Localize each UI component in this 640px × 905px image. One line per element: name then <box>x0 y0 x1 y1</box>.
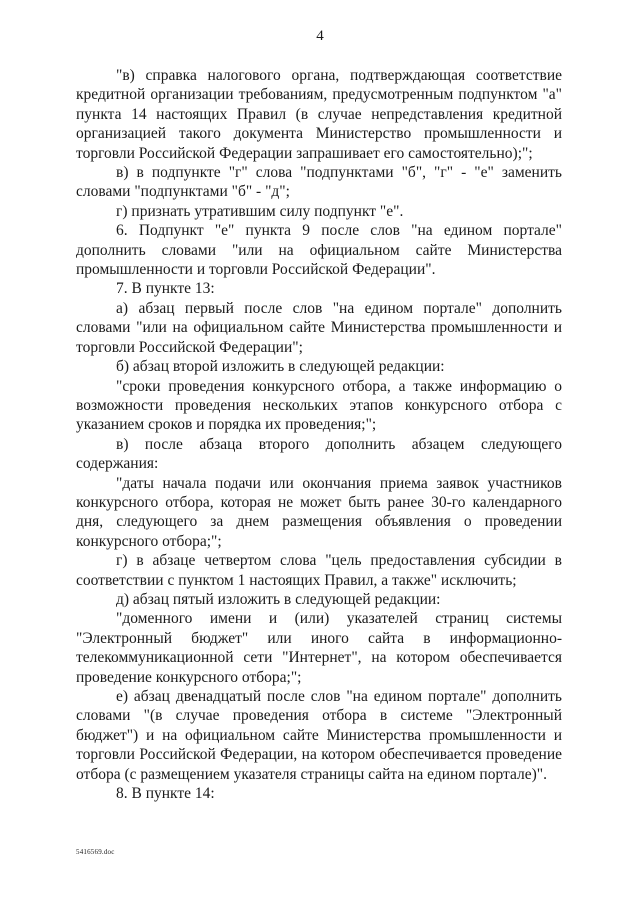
paragraph: 7. В пункте 13: <box>116 280 215 298</box>
paragraph: д) абзац пятый изложить в следующей редакции: <box>116 590 441 608</box>
paragraph: 6. Подпункт "е" пункта 9 после слов "на едином портале" дополнить словами "или на официальном сайте Министерства промышленности и торговли Российской Федерации". <box>76 222 562 279</box>
paragraph: г) признать утратившим силу подпункт "е". <box>116 202 404 220</box>
page-number: 4 <box>316 28 324 44</box>
paragraph: е) абзац двенадцатый после слов "на едином портале" дополнить словами "(в случае проведения отбора в системе "Электронный бюджет") и на официальном сайте Министерства промышленности и торговли Российской Федерации, на котором обеспечивается проведение отбора (с размещением указателя страницы сайта на едином портале)". <box>76 688 562 783</box>
paragraph: в) после абзаца второго дополнить абзацем следующего содержания: <box>76 435 562 473</box>
paragraph: б) абзац второй изложить в следующей редакции: <box>116 358 445 376</box>
document-body <box>76 66 562 803</box>
paragraph: "сроки проведения конкурсного отбора, а также информацию о возможности проведения нескольких этапов конкурсного отбора с указанием сроков и порядка их проведения;"; <box>76 377 562 434</box>
paragraph: "в) справка налогового органа, подтверждающая соответствие кредитной организации требованиям, предусмотренным подпунктом "а" пункта 14 настоящих Правил (в случае непредставления кредитной организацией такого документа Министерство промышленности и торговли Российской Федерации запрашивает его самостоятельно);"; <box>76 67 562 162</box>
paragraph: г) в абзаце четвертом слова "цель предоставления субсидии в соответствии с пунктом 1 настоящих Правил, а также" исключить; <box>76 552 562 589</box>
paragraph: "даты начала подачи или окончания приема заявок участников конкурсного отбора, которая не может быть ранее 30-го календарного дня, следующего за днем размещения объявления о проведении конкурсного отбора;"; <box>76 474 562 550</box>
paragraph: а) абзац первый после слов "на едином портале" дополнить словами "или на официальном сайте Министерства промышленности и торговли Российской Федерации"; <box>76 299 562 356</box>
paragraph: в) в подпункте "г" слова "подпунктами "б", "г" - "е" заменить словами "подпунктами "б" - "д"; <box>76 164 562 201</box>
paragraph: 8. В пункте 14: <box>116 785 215 803</box>
document-filename: 5416569.doc <box>76 848 115 856</box>
paragraph: "доменного имени и (или) указателей страниц системы "Электронный бюджет" или иного сайта в информационно-телекоммуникационной сети "Интернет", на котором обеспечивается проведение конкурсного отбора;"; <box>76 610 562 686</box>
